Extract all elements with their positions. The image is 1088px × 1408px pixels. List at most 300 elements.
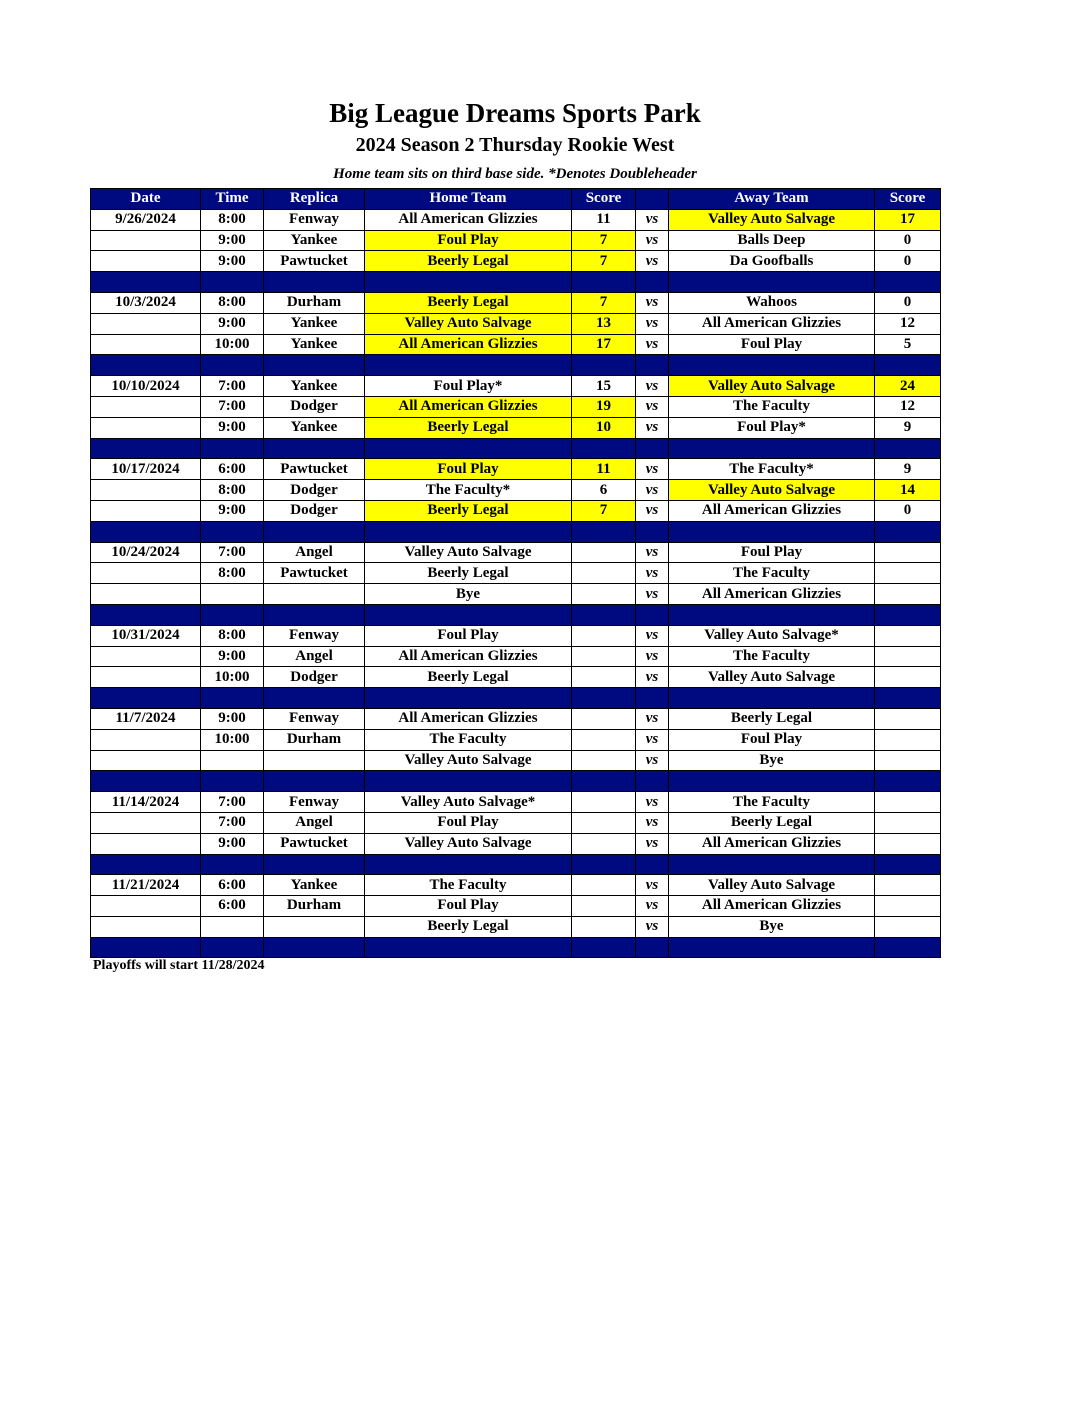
away-score: 0 — [875, 292, 941, 313]
game-time: 7:00 — [201, 812, 264, 833]
home-score — [572, 916, 636, 937]
game-time: 7:00 — [201, 542, 264, 563]
separator-cell — [91, 604, 201, 625]
home-team: Valley Auto Salvage — [365, 313, 572, 334]
game-date: 11/7/2024 — [91, 708, 201, 729]
game-replica: Dodger — [264, 667, 365, 688]
week-separator-row — [91, 272, 941, 293]
vs-label: vs — [636, 563, 669, 584]
col-header-away-score: Score — [875, 189, 941, 210]
away-score: 12 — [875, 313, 941, 334]
game-replica — [264, 916, 365, 937]
separator-cell — [201, 688, 264, 709]
col-header-home-team: Home Team — [365, 189, 572, 210]
vs-label: vs — [636, 542, 669, 563]
schedule-note: Home team sits on third base side. *Denotes Doubleheader — [333, 166, 697, 182]
week-separator-row — [91, 688, 941, 709]
separator-cell — [264, 604, 365, 625]
game-replica: Angel — [264, 812, 365, 833]
vs-label: vs — [636, 667, 669, 688]
separator-cell — [91, 937, 201, 958]
separator-cell — [572, 854, 636, 875]
game-time: 6:00 — [201, 875, 264, 896]
game-time: 9:00 — [201, 833, 264, 854]
separator-cell — [365, 355, 572, 376]
home-score — [572, 563, 636, 584]
separator-cell — [201, 854, 264, 875]
game-date: 10/31/2024 — [91, 625, 201, 646]
away-score — [875, 646, 941, 667]
week-separator-row — [91, 355, 941, 376]
away-score: 0 — [875, 500, 941, 521]
away-team: Valley Auto Salvage* — [669, 625, 875, 646]
separator-cell — [365, 521, 572, 542]
game-time: 7:00 — [201, 396, 264, 417]
separator-cell — [201, 937, 264, 958]
separator-cell — [875, 604, 941, 625]
game-row — [91, 563, 941, 584]
game-replica — [264, 584, 365, 605]
vs-label: vs — [636, 251, 669, 272]
game-time — [201, 750, 264, 771]
game-replica: Dodger — [264, 500, 365, 521]
home-team: Foul Play* — [365, 376, 572, 397]
home-score: 11 — [572, 459, 636, 480]
away-score — [875, 750, 941, 771]
away-score: 9 — [875, 417, 941, 438]
home-team: The Faculty — [365, 729, 572, 750]
game-date — [91, 334, 201, 355]
game-time: 8:00 — [201, 480, 264, 501]
vs-label: vs — [636, 376, 669, 397]
col-header-time: Time — [201, 189, 264, 210]
separator-cell — [91, 438, 201, 459]
game-time: 8:00 — [201, 625, 264, 646]
game-time: 8:00 — [201, 292, 264, 313]
separator-cell — [669, 854, 875, 875]
separator-cell — [91, 688, 201, 709]
game-time: 9:00 — [201, 313, 264, 334]
separator-cell — [572, 604, 636, 625]
separator-cell — [91, 854, 201, 875]
game-time: 7:00 — [201, 376, 264, 397]
game-row — [91, 896, 941, 917]
home-team: Beerly Legal — [365, 292, 572, 313]
separator-cell — [264, 272, 365, 293]
separator-cell — [875, 355, 941, 376]
game-time: 6:00 — [201, 896, 264, 917]
separator-cell — [264, 937, 365, 958]
game-date — [91, 916, 201, 937]
game-date: 10/24/2024 — [91, 542, 201, 563]
vs-label: vs — [636, 750, 669, 771]
game-date — [91, 563, 201, 584]
separator-cell — [91, 355, 201, 376]
game-replica: Pawtucket — [264, 833, 365, 854]
separator-cell — [365, 438, 572, 459]
game-replica: Pawtucket — [264, 563, 365, 584]
separator-cell — [875, 854, 941, 875]
away-team: The Faculty* — [669, 459, 875, 480]
vs-label: vs — [636, 292, 669, 313]
separator-cell — [572, 355, 636, 376]
away-score — [875, 625, 941, 646]
game-row — [91, 875, 941, 896]
game-replica: Yankee — [264, 376, 365, 397]
separator-cell — [201, 521, 264, 542]
game-date — [91, 833, 201, 854]
away-team: Valley Auto Salvage — [669, 480, 875, 501]
separator-cell — [636, 688, 669, 709]
away-score — [875, 729, 941, 750]
game-row — [91, 792, 941, 813]
game-time: 8:00 — [201, 563, 264, 584]
game-row — [91, 542, 941, 563]
separator-cell — [875, 272, 941, 293]
vs-label: vs — [636, 875, 669, 896]
week-separator-row — [91, 521, 941, 542]
col-header-away-team: Away Team — [669, 189, 875, 210]
separator-cell — [669, 272, 875, 293]
away-team: All American Glizzies — [669, 313, 875, 334]
away-score — [875, 812, 941, 833]
vs-label: vs — [636, 916, 669, 937]
game-row — [91, 667, 941, 688]
away-score — [875, 584, 941, 605]
schedule-body — [91, 209, 941, 958]
game-time — [201, 916, 264, 937]
away-score — [875, 563, 941, 584]
away-score: 12 — [875, 396, 941, 417]
separator-cell — [572, 438, 636, 459]
separator-cell — [669, 521, 875, 542]
home-score: 19 — [572, 396, 636, 417]
game-replica — [264, 750, 365, 771]
game-replica: Fenway — [264, 792, 365, 813]
separator-cell — [264, 438, 365, 459]
game-time: 9:00 — [201, 230, 264, 251]
away-team: Balls Deep — [669, 230, 875, 251]
separator-cell — [669, 937, 875, 958]
vs-label: vs — [636, 708, 669, 729]
header-row — [91, 189, 941, 210]
vs-label: vs — [636, 417, 669, 438]
game-row — [91, 916, 941, 937]
away-team: The Faculty — [669, 646, 875, 667]
separator-cell — [636, 521, 669, 542]
week-separator-row — [91, 771, 941, 792]
home-team: Beerly Legal — [365, 563, 572, 584]
game-date: 10/10/2024 — [91, 376, 201, 397]
game-date: 10/3/2024 — [91, 292, 201, 313]
away-team: Foul Play* — [669, 417, 875, 438]
separator-cell — [572, 521, 636, 542]
col-header-replica: Replica — [264, 189, 365, 210]
vs-label: vs — [636, 896, 669, 917]
home-team: Valley Auto Salvage — [365, 750, 572, 771]
home-team: Bye — [365, 584, 572, 605]
separator-cell — [669, 355, 875, 376]
game-replica: Dodger — [264, 480, 365, 501]
away-team: Valley Auto Salvage — [669, 875, 875, 896]
home-team: Beerly Legal — [365, 916, 572, 937]
home-team: The Faculty* — [365, 480, 572, 501]
separator-cell — [572, 937, 636, 958]
game-row — [91, 480, 941, 501]
game-date: 11/21/2024 — [91, 875, 201, 896]
week-separator-row — [91, 604, 941, 625]
separator-cell — [636, 438, 669, 459]
game-row — [91, 625, 941, 646]
away-team: Valley Auto Salvage — [669, 209, 875, 230]
game-replica: Yankee — [264, 313, 365, 334]
away-team: Wahoos — [669, 292, 875, 313]
home-team: All American Glizzies — [365, 209, 572, 230]
vs-label: vs — [636, 584, 669, 605]
home-score: 7 — [572, 500, 636, 521]
home-team: Foul Play — [365, 896, 572, 917]
separator-cell — [91, 771, 201, 792]
home-team: Valley Auto Salvage* — [365, 792, 572, 813]
vs-label: vs — [636, 646, 669, 667]
home-score — [572, 542, 636, 563]
away-score — [875, 667, 941, 688]
game-row — [91, 833, 941, 854]
game-date: 10/17/2024 — [91, 459, 201, 480]
separator-cell — [669, 688, 875, 709]
home-score: 7 — [572, 251, 636, 272]
away-team: Bye — [669, 916, 875, 937]
away-team: Bye — [669, 750, 875, 771]
game-time: 9:00 — [201, 708, 264, 729]
game-replica: Fenway — [264, 209, 365, 230]
home-team: Foul Play — [365, 812, 572, 833]
away-score — [875, 708, 941, 729]
game-replica: Angel — [264, 646, 365, 667]
game-time: 6:00 — [201, 459, 264, 480]
home-score — [572, 792, 636, 813]
separator-cell — [636, 854, 669, 875]
home-score: 6 — [572, 480, 636, 501]
home-team: Foul Play — [365, 625, 572, 646]
home-score — [572, 667, 636, 688]
home-score — [572, 812, 636, 833]
week-separator-row — [91, 854, 941, 875]
separator-cell — [91, 521, 201, 542]
vs-label: vs — [636, 729, 669, 750]
away-team: Valley Auto Salvage — [669, 667, 875, 688]
game-date — [91, 396, 201, 417]
away-team: Valley Auto Salvage — [669, 376, 875, 397]
game-replica: Durham — [264, 729, 365, 750]
vs-label: vs — [636, 313, 669, 334]
game-date — [91, 480, 201, 501]
away-team: All American Glizzies — [669, 833, 875, 854]
vs-label: vs — [636, 209, 669, 230]
separator-cell — [201, 604, 264, 625]
page-subtitle: 2024 Season 2 Thursday Rookie West — [355, 134, 675, 156]
separator-cell — [365, 604, 572, 625]
away-team: The Faculty — [669, 792, 875, 813]
away-team: All American Glizzies — [669, 500, 875, 521]
game-replica: Dodger — [264, 396, 365, 417]
game-date — [91, 667, 201, 688]
game-replica: Durham — [264, 896, 365, 917]
game-row — [91, 396, 941, 417]
game-time — [201, 584, 264, 605]
game-row — [91, 500, 941, 521]
away-team: Beerly Legal — [669, 708, 875, 729]
game-date — [91, 646, 201, 667]
away-score — [875, 896, 941, 917]
game-time: 8:00 — [201, 209, 264, 230]
vs-label: vs — [636, 792, 669, 813]
game-date: 11/14/2024 — [91, 792, 201, 813]
separator-cell — [875, 521, 941, 542]
home-score — [572, 875, 636, 896]
game-row — [91, 459, 941, 480]
game-date — [91, 750, 201, 771]
away-score — [875, 833, 941, 854]
separator-cell — [201, 355, 264, 376]
separator-cell — [636, 272, 669, 293]
game-replica: Yankee — [264, 417, 365, 438]
away-score — [875, 916, 941, 937]
page-title: Big League Dreams Sports Park — [329, 98, 701, 128]
separator-cell — [365, 854, 572, 875]
separator-cell — [201, 438, 264, 459]
game-row — [91, 750, 941, 771]
game-date — [91, 251, 201, 272]
away-score: 5 — [875, 334, 941, 355]
game-row — [91, 729, 941, 750]
game-replica: Fenway — [264, 708, 365, 729]
game-date — [91, 729, 201, 750]
separator-cell — [264, 771, 365, 792]
game-row — [91, 251, 941, 272]
home-score: 10 — [572, 417, 636, 438]
home-team: Foul Play — [365, 459, 572, 480]
game-time: 10:00 — [201, 729, 264, 750]
away-score: 0 — [875, 230, 941, 251]
game-replica: Pawtucket — [264, 459, 365, 480]
separator-cell — [875, 438, 941, 459]
home-team: Valley Auto Salvage — [365, 542, 572, 563]
game-date — [91, 417, 201, 438]
vs-label: vs — [636, 459, 669, 480]
home-score: 7 — [572, 292, 636, 313]
separator-cell — [365, 272, 572, 293]
home-score: 13 — [572, 313, 636, 334]
game-time: 10:00 — [201, 334, 264, 355]
away-score: 14 — [875, 480, 941, 501]
game-date — [91, 896, 201, 917]
separator-cell — [669, 771, 875, 792]
vs-label: vs — [636, 480, 669, 501]
game-date — [91, 812, 201, 833]
game-row — [91, 376, 941, 397]
separator-cell — [636, 355, 669, 376]
home-score — [572, 584, 636, 605]
game-date — [91, 584, 201, 605]
vs-label: vs — [636, 812, 669, 833]
home-team: Beerly Legal — [365, 417, 572, 438]
col-header-vs — [636, 189, 669, 210]
home-team: All American Glizzies — [365, 396, 572, 417]
separator-cell — [264, 688, 365, 709]
game-replica: Angel — [264, 542, 365, 563]
separator-cell — [91, 272, 201, 293]
away-score: 0 — [875, 251, 941, 272]
game-row — [91, 334, 941, 355]
week-separator-row — [91, 438, 941, 459]
home-score — [572, 729, 636, 750]
away-score — [875, 792, 941, 813]
away-score: 17 — [875, 209, 941, 230]
vs-label: vs — [636, 230, 669, 251]
separator-cell — [669, 438, 875, 459]
vs-label: vs — [636, 334, 669, 355]
playoffs-note: Playoffs will start 11/28/2024 — [93, 958, 265, 973]
separator-cell — [875, 688, 941, 709]
game-row — [91, 812, 941, 833]
game-row — [91, 417, 941, 438]
separator-cell — [365, 771, 572, 792]
separator-cell — [264, 355, 365, 376]
home-team: The Faculty — [365, 875, 572, 896]
separator-cell — [264, 521, 365, 542]
game-replica: Yankee — [264, 230, 365, 251]
game-replica: Yankee — [264, 334, 365, 355]
home-team: All American Glizzies — [365, 334, 572, 355]
schedule-table — [90, 188, 941, 958]
home-team: All American Glizzies — [365, 646, 572, 667]
away-score — [875, 875, 941, 896]
away-team: Foul Play — [669, 542, 875, 563]
game-row — [91, 209, 941, 230]
home-score — [572, 750, 636, 771]
home-score: 15 — [572, 376, 636, 397]
game-date — [91, 230, 201, 251]
game-time: 7:00 — [201, 792, 264, 813]
separator-cell — [201, 771, 264, 792]
home-team: Beerly Legal — [365, 251, 572, 272]
home-score — [572, 646, 636, 667]
separator-cell — [875, 937, 941, 958]
game-time: 9:00 — [201, 500, 264, 521]
game-date: 9/26/2024 — [91, 209, 201, 230]
away-team: Da Goofballs — [669, 251, 875, 272]
separator-cell — [636, 604, 669, 625]
vs-label: vs — [636, 500, 669, 521]
separator-cell — [572, 688, 636, 709]
game-date — [91, 500, 201, 521]
home-team: Valley Auto Salvage — [365, 833, 572, 854]
home-team: Beerly Legal — [365, 667, 572, 688]
game-time: 10:00 — [201, 667, 264, 688]
away-score — [875, 542, 941, 563]
home-score: 7 — [572, 230, 636, 251]
game-row — [91, 708, 941, 729]
game-row — [91, 313, 941, 334]
home-score — [572, 833, 636, 854]
separator-cell — [669, 604, 875, 625]
vs-label: vs — [636, 396, 669, 417]
separator-cell — [636, 937, 669, 958]
separator-cell — [636, 771, 669, 792]
game-row — [91, 292, 941, 313]
separator-cell — [365, 937, 572, 958]
